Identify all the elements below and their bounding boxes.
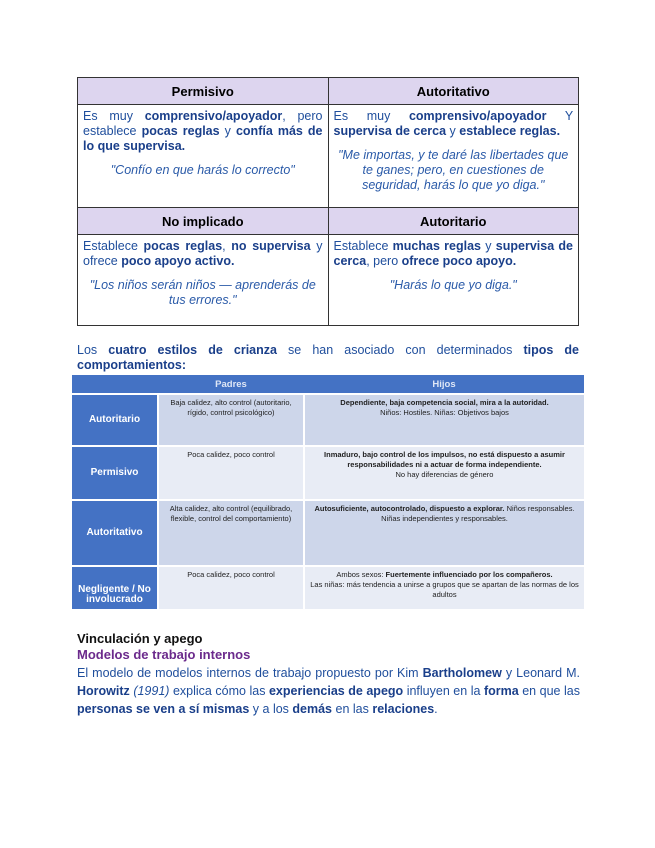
section-subheading: Modelos de trabajo internos [77, 647, 251, 662]
no-implicado-quote: "Los niños serán niños — aprenderás de tus errores." [89, 278, 316, 307]
header-autoritativo: Autoritativo [328, 78, 579, 105]
padres-cell: Poca calidez, poco control [158, 566, 304, 610]
permisivo-quote: "Confío en que harás lo correcto" [110, 163, 295, 177]
vinculacion-paragraph: El modelo de modelos internos de trabajo propuesto por Kim Bartholomew y Leonard M. Horowitz (1991) explica cómo las experiencias de apego influyen en la forma en que las personas se ven a sí mismas y a los demás en las relaciones. [77, 666, 580, 716]
hijos-cell: Autosuficiente, autocontrolado, dispuesto a explorar. Niños responsables. Niñas independientes y responsables. [304, 500, 584, 566]
behaviour-row-permisivo [72, 446, 584, 500]
cell-permisivo [78, 105, 329, 208]
autoritativo-quote: "Me importas, y te daré las libertades que te ganes; pero, en cuestiones de seguridad, harás lo que yo diga." [338, 148, 569, 192]
row-label: Autoritativo [72, 500, 158, 566]
cell-no-implicado [78, 235, 329, 326]
row-label: Autoritario [72, 394, 158, 446]
autoritario-quote: "Harás lo que yo diga." [389, 278, 517, 292]
autoritario-definition: Establece muchas reglas y supervisa de cerca, pero ofrece poco apoyo. [333, 239, 573, 268]
cell-autoritativo [328, 105, 579, 208]
behaviour-row-negligente [72, 566, 584, 610]
autoritativo-definition: Es muy comprensivo/apoyador Y supervisa de cerca y establece reglas. [333, 109, 574, 138]
intro-paragraph: Los cuatro estilos de crianza se han asociado con determinados tipos de comportamientos: [77, 343, 579, 372]
padres-cell: Baja calidez, alto control (autoritario, rígido, control psicológico) [158, 394, 304, 446]
row-label: Negligente / No involucrado [72, 566, 158, 610]
parenting-styles-table [77, 77, 579, 326]
hijos-cell: Inmaduro, bajo control de los impulsos, no está dispuesto a asumir responsabilidades ni a actuar de forma independiente. No hay diferencias de género [304, 446, 584, 500]
cell-autoritario [328, 235, 579, 326]
behaviour-header-empty [72, 375, 158, 394]
hijos-cell: Dependiente, baja competencia social, mira a la autoridad. Niños: Hostiles. Niñas: Objetivos bajos [304, 394, 584, 446]
header-permisivo: Permisivo [78, 78, 329, 105]
row-label: Permisivo [72, 446, 158, 500]
hijos-cell: Ambos sexos: Fuertemente influenciado por los compañeros. Las niñas: más tendencia a unirse a grupos que se apartan de las normas de los adultos [304, 566, 584, 610]
behaviour-row-autoritario [72, 394, 584, 446]
header-autoritario: Autoritario [328, 208, 579, 235]
header-no-implicado: No implicado [78, 208, 329, 235]
behaviour-row-autoritativo [72, 500, 584, 566]
behaviour-header-hijos: Hijos [304, 375, 584, 394]
padres-cell: Alta calidez, alto control (equilibrado, flexible, control del comportamiento) [158, 500, 304, 566]
section-heading: Vinculación y apego [77, 631, 203, 646]
padres-cell: Poca calidez, poco control [158, 446, 304, 500]
behaviour-header-padres: Padres [158, 375, 304, 394]
no-implicado-definition: Establece pocas reglas, no supervisa y ofrece poco apoyo activo. [83, 239, 323, 268]
behaviour-table [72, 375, 584, 611]
permisivo-definition: Es muy comprensivo/apoyador, pero establece pocas reglas y confía más de lo que supervisa. [83, 109, 323, 153]
